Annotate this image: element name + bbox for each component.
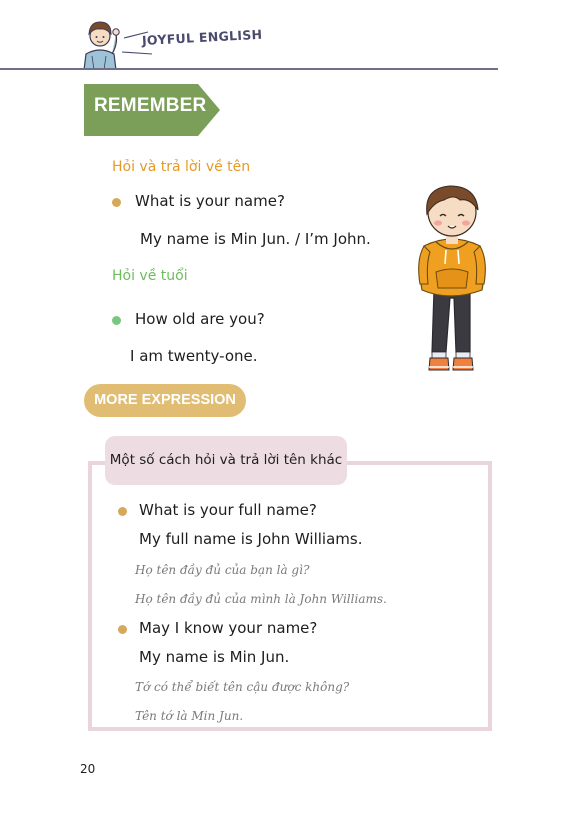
translation-answer: Họ tên đầy đủ của mình là John Williams. (135, 592, 387, 606)
translation-answer: Tên tớ là Min Jun. (135, 709, 244, 723)
bullet-dot (118, 625, 127, 634)
page-number: 20 (80, 762, 96, 776)
waving-boy-icon (78, 16, 122, 70)
translation-question: Họ tên đầy đủ của bạn là gì? (135, 563, 310, 577)
question-name: What is your name? (135, 192, 285, 210)
bullet-dot (118, 507, 127, 516)
remember-label: REMEMBER (94, 95, 207, 116)
answer-age: I am twenty-one. (130, 347, 258, 365)
translation-question: Tớ có thể biết tên cậu được không? (135, 680, 350, 694)
expression-question: What is your full name? (139, 501, 317, 519)
boy-in-orange-hoodie-illustration (410, 180, 494, 376)
expression-answer: My name is Min Jun. (139, 648, 290, 666)
more-expression-label: MORE EXPRESSION (94, 392, 236, 408)
answer-name: My name is Min Jun. / I’m John. (140, 230, 371, 248)
expression-answer: My full name is John Williams. (139, 530, 363, 548)
section-heading-name: Hỏi và trả lời về tên (112, 159, 251, 175)
section-heading-age: Hỏi về tuổi (112, 268, 188, 284)
bullet-dot (112, 198, 121, 207)
expression-question: May I know your name? (139, 619, 318, 637)
question-age: How old are you? (135, 310, 265, 328)
expression-box-title: Một số cách hỏi và trả lời tên khác (109, 452, 343, 468)
bullet-dot (112, 316, 121, 325)
header-divider (0, 68, 498, 70)
brand-title: JOYFUL ENGLISH (141, 26, 263, 48)
